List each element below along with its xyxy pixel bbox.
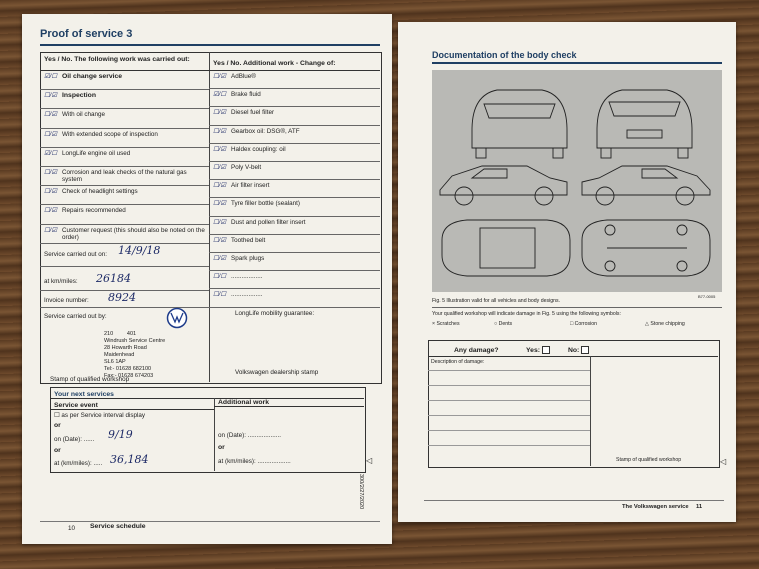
work-item-label-5: Corrosion and leak checks of the natural gas system (62, 169, 187, 183)
next-services-title: Your next services (54, 391, 114, 398)
additional-item-label-4: Haldex coupling: oil (231, 145, 286, 153)
additional-checkbox-1[interactable]: ☑/☐ (213, 91, 227, 99)
additional-row-rule (209, 88, 380, 89)
stamp-line: Windrush Service Centre (104, 338, 166, 344)
description-line (428, 415, 590, 416)
on-date-right: on (Date): ................... (218, 432, 281, 439)
work-item-label-0: Oil change service (62, 73, 123, 80)
km-label: at km/miles: (44, 278, 78, 285)
work-checkbox-7[interactable]: ☐/☑ (44, 207, 58, 215)
body-check-title: Documentation of the body check (432, 50, 577, 60)
instruction-text: Your qualified workshop will indicate damage in Fig. 5 using the following symbols: (432, 311, 621, 317)
work-item-label-8: Customer request (this should also be noted on the order) (62, 226, 205, 241)
at-km-handwritten: 36,184 (110, 453, 149, 466)
work-item-label-2: With oil change (62, 111, 106, 119)
additional-item-label-6: Air filter insert (231, 182, 270, 190)
additional-row-rule (209, 125, 380, 126)
additional-item-label-3: Gearbox oil: DSG®, ATF (231, 127, 300, 135)
at-km-right: at (km/miles): ................... (218, 458, 291, 465)
stamp-line: Maidenhead (104, 352, 135, 358)
caption-rule (432, 307, 722, 308)
additional-row-rule (209, 216, 380, 217)
additional-item-label-7: Tyre filler bottle (sealant) (231, 200, 300, 208)
car-side-view-left (440, 166, 567, 205)
page-title: Proof of service 3 (40, 28, 133, 40)
stamp-line: SL6 1AP (104, 359, 126, 365)
additional-checkbox-2[interactable]: ☐/☑ (213, 109, 227, 117)
vw-stamp-label: Volkswagen dealership stamp (235, 369, 319, 376)
or-text-3: or (218, 444, 225, 451)
col1-header: Yes / No. The following work was carried out: (44, 56, 190, 63)
description-line (428, 385, 590, 386)
work-checkbox-4[interactable]: ☑/☐ (44, 149, 58, 157)
additional-row-rule (209, 234, 380, 235)
footer-title: Service schedule (90, 523, 146, 530)
work-row-rule (40, 108, 209, 109)
additional-checkbox-4[interactable]: ☐/☑ (213, 145, 227, 153)
additional-checkbox-7[interactable]: ☐/☑ (213, 200, 227, 208)
symbol-stone-chipping: △ Stone chipping (645, 321, 685, 327)
additional-checkbox-5[interactable]: ☐/☑ (213, 164, 227, 171)
damage-stamp-label: Stamp of qualified workshop (616, 457, 682, 463)
symbol-dents: ○ Dents (494, 321, 513, 327)
footer-page-number: 10 (68, 525, 76, 532)
arrow-marker-icon: ◁ (366, 456, 373, 465)
row-rule (40, 307, 380, 308)
work-checkbox-2[interactable]: ☐/☑ (44, 111, 58, 119)
car-diagram-figure (432, 70, 722, 292)
next-rule (214, 406, 364, 407)
row-rule (40, 266, 209, 267)
or-text-2: or (54, 447, 61, 454)
stamp-line: Tel:- 01628 682100 (104, 366, 152, 372)
additional-item-label-0: AdBlue® (231, 73, 256, 80)
work-row-rule (40, 147, 209, 148)
additional-item-label-10: Spark plugs (231, 255, 265, 262)
description-line (428, 400, 590, 401)
work-item-label-4: LongLife engine oil used (62, 149, 131, 157)
next-divider (214, 398, 215, 471)
work-item-label-6: Check of headlight settings (62, 188, 138, 196)
additional-checkbox-10[interactable]: ☐/☑ (213, 255, 227, 262)
damage-divider (590, 356, 591, 466)
invoice-label: Invoice number: (44, 297, 89, 304)
symbol-corrosion: □ Corrosion (570, 321, 598, 327)
left-page-proof-of-service (22, 14, 392, 544)
additional-item-label-2: Diesel fuel filter (231, 109, 275, 117)
header-rule (40, 70, 380, 71)
work-item-label-3: With extended scope of inspection (62, 130, 158, 138)
title-rule (432, 62, 722, 64)
car-underbody-view (582, 220, 710, 276)
additional-checkbox-6[interactable]: ☐/☑ (213, 182, 227, 190)
footer-rule (40, 521, 380, 522)
work-checkbox-5[interactable]: ☐/☑ (44, 169, 58, 176)
damage-rule (428, 356, 718, 357)
side-code: 300/2/27/2020 (358, 474, 364, 510)
service-event-header: Service event (54, 402, 98, 409)
additional-checkbox-8[interactable]: ☐/☑ (213, 218, 227, 226)
additional-checkbox-12[interactable]: ☐/☐ (213, 291, 227, 299)
or-text: or (54, 422, 61, 429)
additional-row-rule (209, 288, 380, 289)
yes-label: Yes: (526, 347, 540, 354)
work-row-rule (40, 204, 209, 205)
additional-item-label-11: .................. (231, 273, 263, 281)
at-km-label: at (km/miles): ..... (54, 460, 103, 467)
car-top-view (442, 220, 570, 276)
car-front-view (597, 90, 692, 158)
additional-row-rule (209, 179, 380, 180)
additional-row-rule (209, 270, 380, 271)
work-row-rule (40, 185, 209, 186)
figure-code: B77-0005 (698, 294, 716, 299)
stamp-line: 28 Howarth Road (104, 345, 147, 351)
on-date-label: on (Date): ...... (54, 436, 95, 443)
additional-checkbox-11[interactable]: ☐/☐ (213, 273, 227, 281)
service-date-handwritten: 14/9/18 (118, 244, 161, 257)
invoice-handwritten: 8924 (108, 291, 136, 304)
col2-header: Yes / No. Additional work - Change of: (213, 60, 336, 67)
work-checkbox-1[interactable]: ☐/☑ (44, 92, 58, 100)
additional-checkbox-0[interactable]: ☐/☑ (213, 73, 227, 80)
additional-item-label-8: Dust and pollen filter insert (231, 218, 306, 226)
no-checkbox[interactable] (581, 346, 589, 354)
additional-item-label-12: .................. (231, 291, 263, 299)
additional-item-label-9: Toothed belt (231, 236, 266, 244)
footer-title: The Volkswagen service (622, 504, 689, 510)
any-damage-label: Any damage? (454, 347, 499, 354)
additional-row-rule (209, 106, 380, 107)
footer-rule (424, 500, 724, 501)
yes-checkbox[interactable] (542, 346, 550, 354)
additional-item-label-1: Brake fluid (231, 91, 261, 99)
additional-row-rule (209, 197, 380, 198)
description-line (428, 430, 590, 431)
symbol-scratches: × Scratches (432, 321, 460, 327)
work-item-label-7: Repairs recommended (62, 207, 126, 215)
description-line (428, 370, 590, 371)
description-label: Description of damage: (431, 359, 485, 365)
km-handwritten: 26184 (96, 272, 131, 285)
mobility-label: LongLife mobility guarantee: (235, 310, 315, 317)
right-page-body-check (398, 22, 736, 522)
additional-row-rule (209, 143, 380, 144)
title-rule (40, 44, 380, 46)
additional-work-header: Additional work (218, 399, 269, 406)
additional-checkbox-9[interactable]: ☐/☑ (213, 236, 227, 244)
arrow-marker-icon: ◁ (720, 457, 727, 466)
on-date-handwritten: 9/19 (108, 428, 133, 441)
work-checkbox-3[interactable]: ☐/☑ (44, 130, 58, 138)
car-side-view-right (582, 166, 710, 205)
as-per-display: ☐ as per Service interval display (54, 412, 146, 419)
description-line (428, 445, 590, 446)
work-checkbox-0[interactable]: ☑/☐ (44, 73, 58, 80)
work-row-rule (40, 166, 209, 167)
work-row-rule (40, 89, 209, 90)
work-checkbox-6[interactable]: ☐/☑ (44, 188, 58, 196)
figure-caption: Fig. 5 Illustration valid for all vehicles and body designs. (432, 298, 561, 304)
car-rear-view (472, 90, 567, 158)
footer-page-number: 11 (696, 504, 703, 510)
service-date-label: Service carried out on: (44, 251, 107, 258)
stamp-line: 210 401 (104, 331, 137, 337)
additional-row-rule (209, 161, 380, 162)
additional-item-label-5: Poly V-belt (231, 164, 262, 171)
work-checkbox-8[interactable]: ☐/☑ (44, 226, 58, 234)
service-by-label: Service carried out by: (44, 313, 107, 320)
no-label: No: (568, 347, 580, 354)
table-divider (209, 52, 210, 382)
additional-checkbox-3[interactable]: ☐/☑ (213, 127, 227, 135)
stamp-line: Fax:- 01628 674203 (104, 373, 154, 379)
work-row-rule (40, 224, 209, 225)
work-row-rule (40, 128, 209, 129)
additional-row-rule (209, 252, 380, 253)
next-rule (50, 409, 214, 410)
work-item-label-1: Inspection (62, 92, 96, 100)
workshop-stamp-label: Stamp of qualified workshop (50, 376, 130, 383)
vw-logo-icon (166, 307, 188, 329)
next-rule (50, 398, 364, 399)
